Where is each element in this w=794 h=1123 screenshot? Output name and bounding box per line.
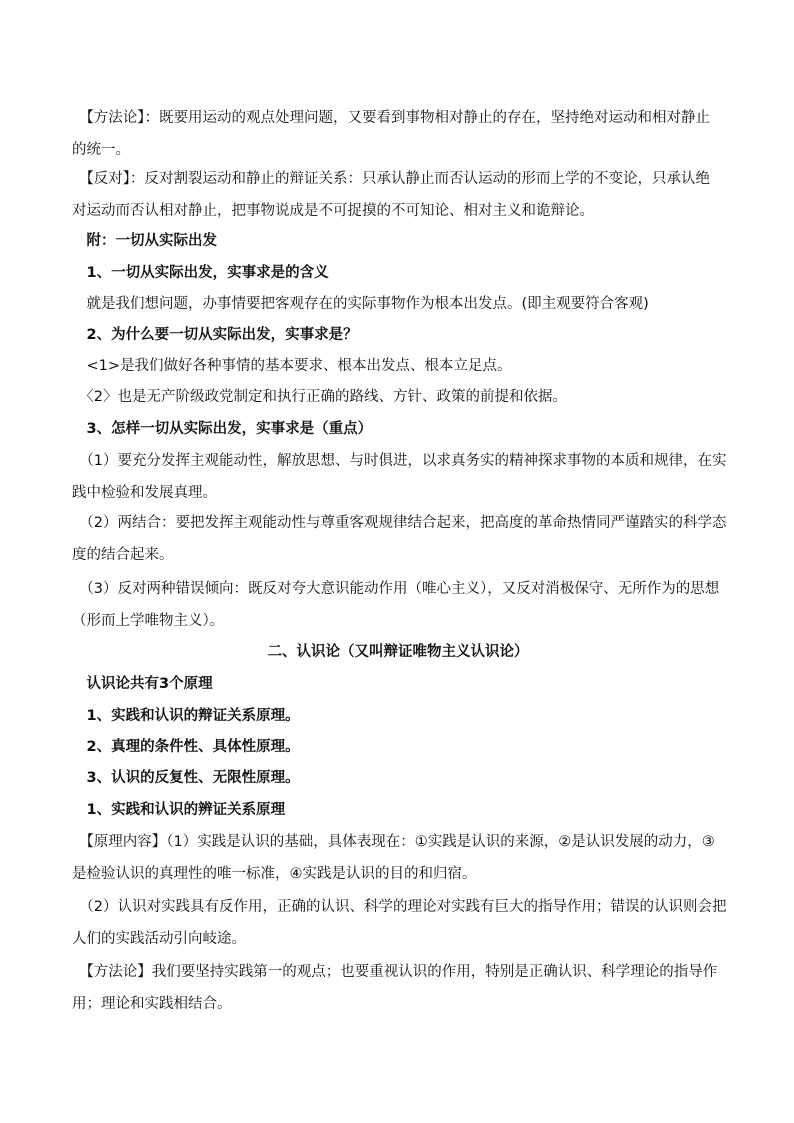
text-line: 践中检验和发展真理。: [72, 485, 217, 501]
text-line: （2）认识对实践具有反作用，正确的认识、科学的理论对实践有巨大的指导作用；错误的认识则会把: [72, 899, 727, 915]
text-line: （3）反对两种错误倾向：既反对夸大意识能动作用（唯心主义），又反对消极保守、无所作为的思想: [72, 581, 720, 597]
subsection-heading: 1、实践和认识的辨证关系原理: [72, 802, 286, 818]
section-heading-2: 2、为什么要一切从实际出发，实事求是？: [72, 327, 358, 343]
text-line: 【方法论】：既要用运动的观点处理问题，又要看到事物相对静止的存在，坚持绝对运动和相对静止: [72, 110, 710, 126]
appendix-heading: 附：一切从实际出发: [72, 233, 217, 249]
opposition-paragraph: [72, 163, 724, 227]
text-line: 人们的实践活动引向岐途。: [72, 931, 246, 947]
definition-paragraph: 就是我们想问题，办事情要把客观存在的实际事物作为根本出发点。(即主观要符合客观): [72, 296, 649, 312]
text-line: 【方法论】我们要坚持实践第一的观点；也要重视认识的作用，特别是正确认识、科学理论的指导作: [72, 964, 718, 980]
section-heading-1: 1、一切从实际出发，实事求是的含义: [72, 265, 329, 281]
text-line: 度的结合起来。: [72, 547, 174, 563]
chapter-title: 二、认识论（又叫辩证唯物主义认识论）: [267, 644, 529, 660]
text-line: 【反对】：反对割裂运动和静止的辩证关系：只承认静止而否认运动的形而上学的不变论，只承认绝: [72, 171, 710, 187]
reaction-paragraph: [72, 891, 727, 955]
text-line: 对运动而否认相对静止，把事物说成是不可捉摸的不可知论、相对主义和诡辩论。: [72, 203, 594, 219]
text-line: 是检验认识的真理性的唯一标准，④实践是认识的目的和归宿。: [72, 866, 477, 882]
principle-item-2: 2、真理的条件性、具体性原理。: [72, 739, 300, 755]
principle-item-1: 1、实践和认识的辩证关系原理。: [72, 708, 300, 724]
principles-intro: 认识论共有3个原理: [72, 676, 213, 692]
how-item-1: [72, 445, 727, 509]
text-line: 【原理内容】（1）实践是认识的基础，具体表现在：①实践是认识的来源，②是认识发展的动力，③: [72, 834, 715, 850]
how-item-2: [72, 507, 727, 571]
reason-item-1: <1>是我们做好各种事情的基本要求、根本出发点、根本立足点。: [72, 358, 512, 374]
principle-item-3: 3、认识的反复性、无限性原理。: [72, 770, 300, 786]
how-item-3: [72, 573, 724, 637]
text-line: 的统一。: [72, 142, 130, 158]
methodology-paragraph-2: [72, 956, 724, 1020]
reason-item-2: 〈2〉也是无产阶级政党制定和执行正确的路线、方针、政策的前提和依据。: [72, 389, 567, 405]
section-heading-3: 3、怎样一切从实际出发，实事求是（重点）: [72, 421, 373, 437]
methodology-paragraph: [72, 102, 724, 166]
text-line: （1）要充分发挥主观能动性，解放思想、与时俱进，以求真务实的精神探求事物的本质和规律，在实: [72, 453, 727, 469]
text-line: （形而上学唯物主义）。: [72, 613, 225, 629]
text-line: （2）两结合：要把发挥主观能动性与尊重客观规律结合起来，把高度的革命热情同严谨踏实的科学态: [72, 515, 727, 531]
principle-content-paragraph: [72, 826, 724, 890]
text-line: 用；理论和实践相结合。: [72, 996, 232, 1012]
